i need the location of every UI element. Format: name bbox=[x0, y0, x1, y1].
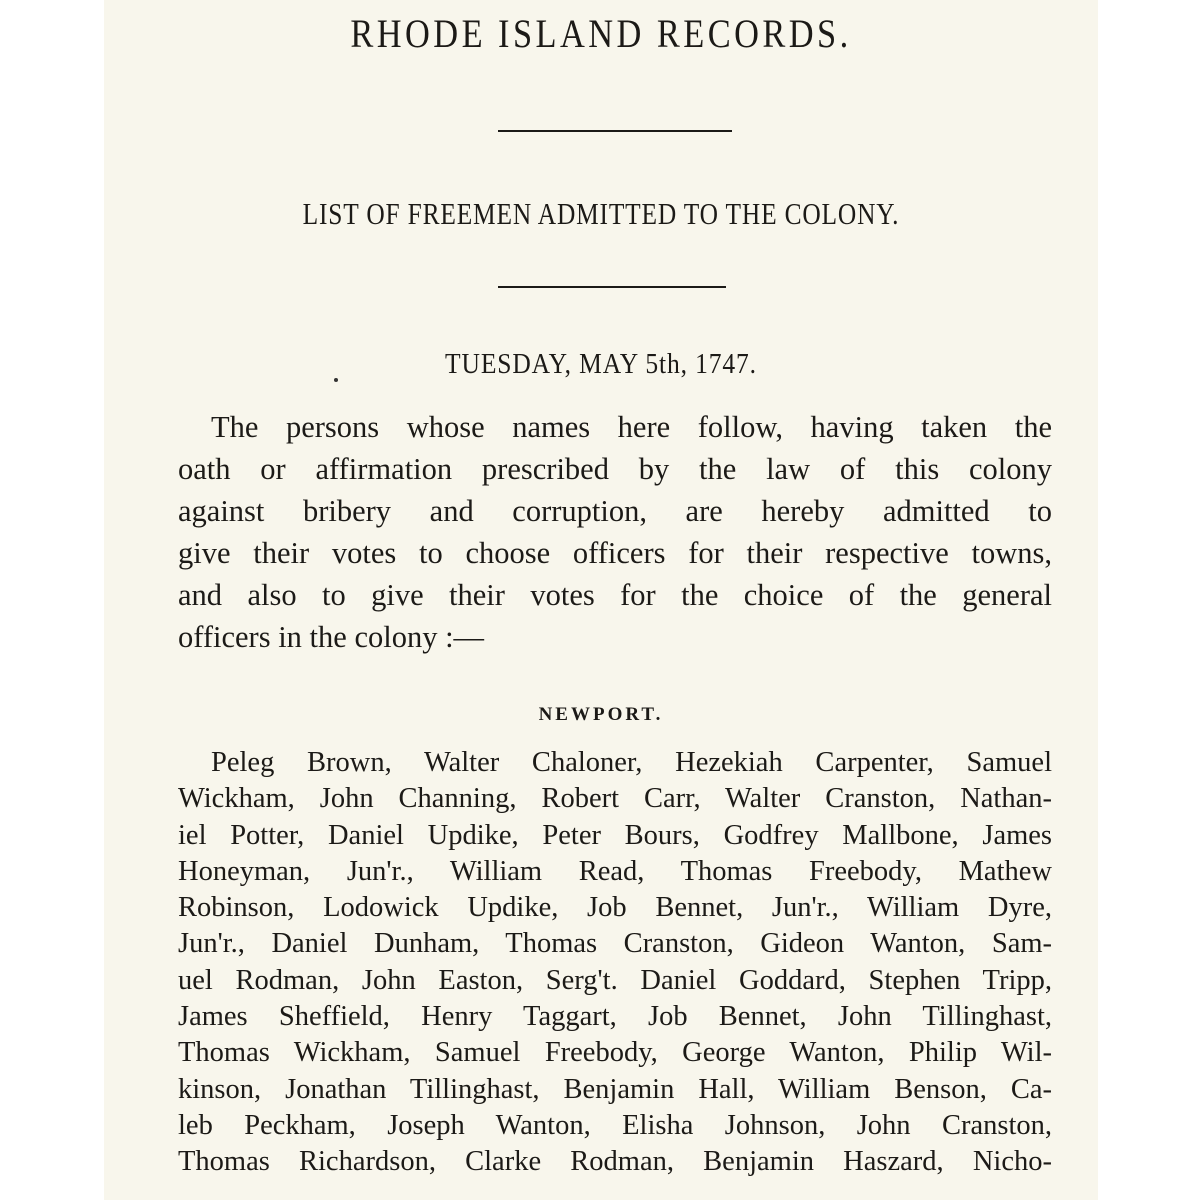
intro-line: and also to give their votes for the choice of the general bbox=[178, 578, 1052, 612]
document-page bbox=[104, 0, 1098, 1200]
intro-line: officers in the colony :— bbox=[178, 620, 485, 654]
name-line: Wickham, John Channing, Robert Carr, Walter Cranston, Nathan- bbox=[178, 783, 1052, 815]
name-line: Jun'r., Daniel Dunham, Thomas Cranston, Gideon Wanton, Sam- bbox=[178, 928, 1052, 960]
section-title: LIST OF FREEMEN ADMITTED TO THE COLONY. bbox=[302, 196, 900, 231]
name-line: Thomas Wickham, Samuel Freebody, George Wanton, Philip Wil- bbox=[178, 1037, 1052, 1069]
name-line: kinson, Jonathan Tillinghast, Benjamin Hall, William Benson, Ca- bbox=[178, 1073, 1052, 1105]
intro-line: against bribery and corruption, are hereby admitted to bbox=[178, 494, 1052, 528]
name-line: iel Potter, Daniel Updike, Peter Bours, Godfrey Mallbone, James bbox=[178, 819, 1052, 851]
name-line: Peleg Brown, Walter Chaloner, Hezekiah Carpenter, Samuel bbox=[211, 747, 1052, 778]
name-line: James Sheffield, Henry Taggart, Job Bennet, John Tillinghast, bbox=[178, 1001, 1052, 1033]
date-heading: TUESDAY, MAY 5th, 1747. bbox=[445, 348, 757, 380]
intro-line: give their votes to choose officers for their respective towns, bbox=[178, 536, 1052, 570]
running-head: RHODE ISLAND RECORDS. bbox=[350, 11, 852, 56]
intro-line: oath or affirmation prescribed by the law of this colony bbox=[178, 452, 1052, 486]
name-line: Robinson, Lodowick Updike, Job Bennet, Jun'r., William Dyre, bbox=[178, 892, 1052, 924]
name-line: leb Peckham, Joseph Wanton, Elisha Johnson, John Cranston, bbox=[178, 1109, 1052, 1141]
bottom-divider-rule bbox=[498, 286, 726, 288]
intro-paragraph bbox=[178, 406, 1052, 658]
freemen-name-list bbox=[178, 745, 1052, 1181]
name-line: uel Rodman, John Easton, Serg't. Daniel Goddard, Stephen Tripp, bbox=[178, 964, 1052, 996]
top-divider-rule bbox=[498, 130, 732, 132]
name-line: Honeyman, Jun'r., William Read, Thomas Freebody, Mathew bbox=[178, 855, 1052, 887]
town-heading: NEWPORT. bbox=[538, 704, 664, 725]
name-line: Thomas Richardson, Clarke Rodman, Benjamin Haszard, Nicho- bbox=[178, 1146, 1052, 1178]
intro-line: The persons whose names here follow, having taken the bbox=[211, 410, 1052, 444]
